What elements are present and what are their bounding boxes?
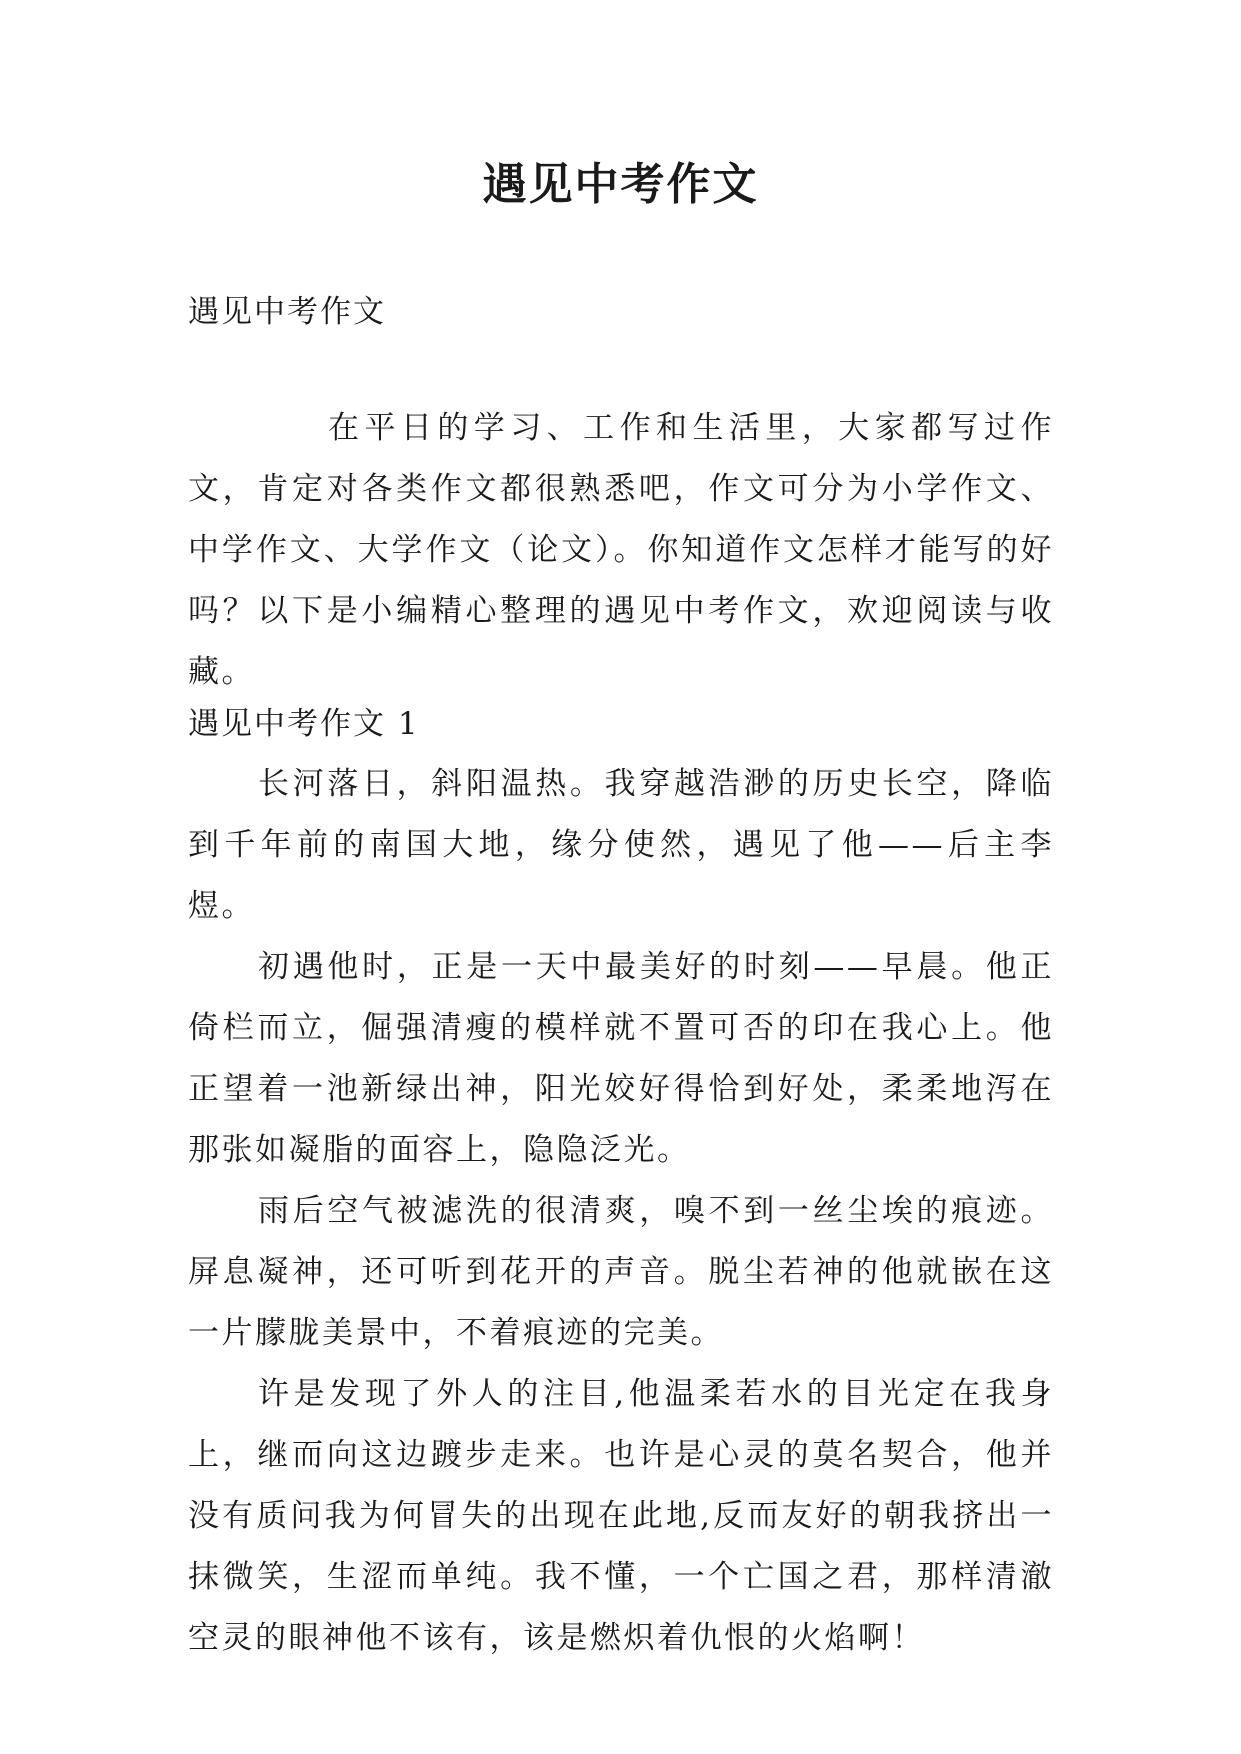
document-subtitle: 遇见中考作文 xyxy=(188,294,386,330)
intro-paragraph: 在平日的学习、工作和生活里，大家都写过作文，肯定对各类作文都很熟悉吧，作文可分为小学作文、中学作文、大学作文（论文）。你知道作文怎样才能写的好吗？以下是小编精心整理的遇见中考作文，欢迎阅读与收藏。 xyxy=(188,410,1054,690)
essay-paragraph: 雨后空气被滤洗的很清爽，嗅不到一丝尘埃的痕迹。屏息凝神，还可听到花开的声音。脱尘若神的他就嵌在这一片朦胧美景中，不着痕迹的完美。 xyxy=(188,1193,1054,1351)
essay-paragraph: 长河落日，斜阳温热。我穿越浩渺的历史长空，降临到千年前的南国大地，缘分使然，遇见了他——后主李煜。 xyxy=(188,766,1054,924)
essay-paragraph: 初遇他时，正是一天中最美好的时刻——早晨。他正倚栏而立，倔强清瘦的模样就不置可否的印在我心上。他正望着一池新绿出神，阳光姣好得恰到好处，柔柔地泻在那张如凝脂的面容上，隐隐泛光。 xyxy=(188,949,1054,1168)
document-title: 遇见中考作文 xyxy=(482,159,759,210)
section-heading: 遇见中考作文 1 xyxy=(188,706,420,742)
essay-body xyxy=(188,754,1054,1669)
essay-paragraph: 许是发现了外人的注目,他温柔若水的目光定在我身上，继而向这边踱步走来。也许是心灵的莫名契合，他并没有质问我为何冒失的出现在此地,反而友好的朝我挤出一抹微笑，生涩而单纯。我不懂，一个亡国之君，那样清澈空灵的眼神他不该有，该是燃炽着仇恨的火焰啊！ xyxy=(188,1376,1054,1656)
